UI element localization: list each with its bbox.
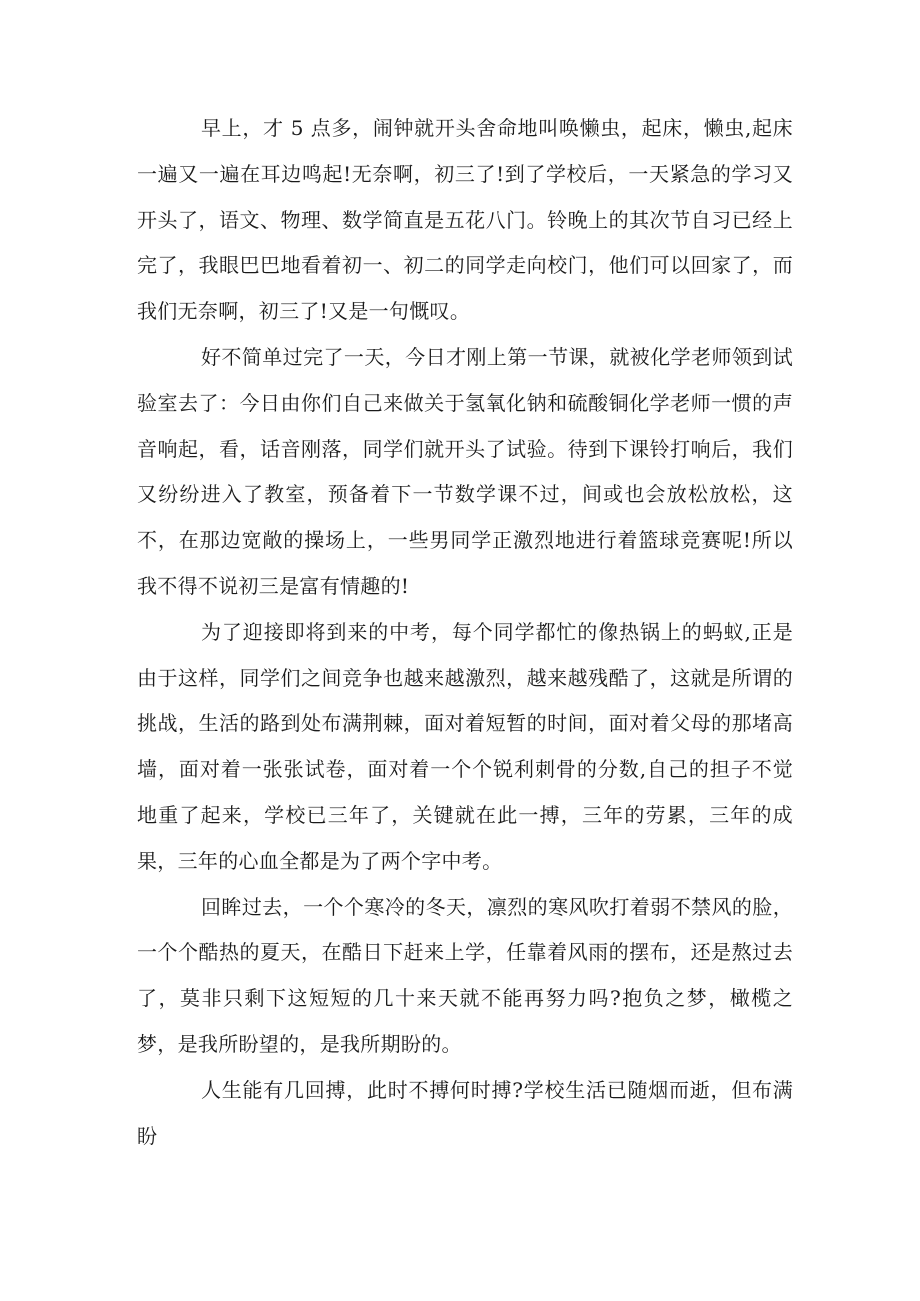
paragraph-4: 回眸过去，一个个寒冷的冬天，凛烈的寒风吹打着弱不禁风的脸，一个个酷热的夏天，在酷日下赶来上学，任靠着风雨的摆布，还是熬过去了，莫非只剩下这短短的几十来天就不能再努力吗?抱负之梦，橄榄之梦，是我所盼望的，是我所期盼的。: [137, 894, 793, 1056]
paragraph-2: 好不简单过完了一天，今日才刚上第一节课，就被化学老师领到试验室去了：今日由你们自己来做关于氢氧化钠和硫酸铜化学老师一惯的声音响起，看，话音刚落，同学们就开头了试验。待到下课铃打响后，我们又纷纷进入了教室，预备着下一节数学课不过，间或也会放松放松，这不，在那边宽敞的操场上，一些男同学正激烈地进行着篮球竞赛呢!所以我不得不说初三是富有情趣的!: [137, 344, 793, 598]
document-body: [137, 106, 793, 1159]
paragraph-5: 人生能有几回搏，此时不搏何时搏?学校生活已随烟而逝，但布满盼: [137, 1077, 793, 1148]
paragraph-3: 为了迎接即将到来的中考，每个同学都忙的像热锅上的蚂蚁,正是由于这样，同学们之间竞争也越来越激烈，越来越残酷了，这就是所谓的挑战，生活的路到处布满荆棘，面对着短暂的时间，面对着父母的那堵高墙，面对着一张张试卷，面对着一个个锐利刺骨的分数,自己的担子不觉地重了起来，学校已三年了，关键就在此一搏，三年的劳累，三年的成果，三年的心血全都是为了两个字中考。: [137, 619, 793, 873]
paragraph-1: 早上，才 5 点多，闹钟就开头舍命地叫唤懒虫，起床，懒虫,起床一遍又一遍在耳边鸣起!无奈啊，初三了!到了学校后，一天紧急的学习又开头了，语文、物理、数学简直是五花八门。铃晚上的其次节自习已经上完了，我眼巴巴地看着初一、初二的同学走向校门，他们可以回家了，而我们无奈啊，初三了!又是一句慨叹。: [137, 116, 793, 324]
